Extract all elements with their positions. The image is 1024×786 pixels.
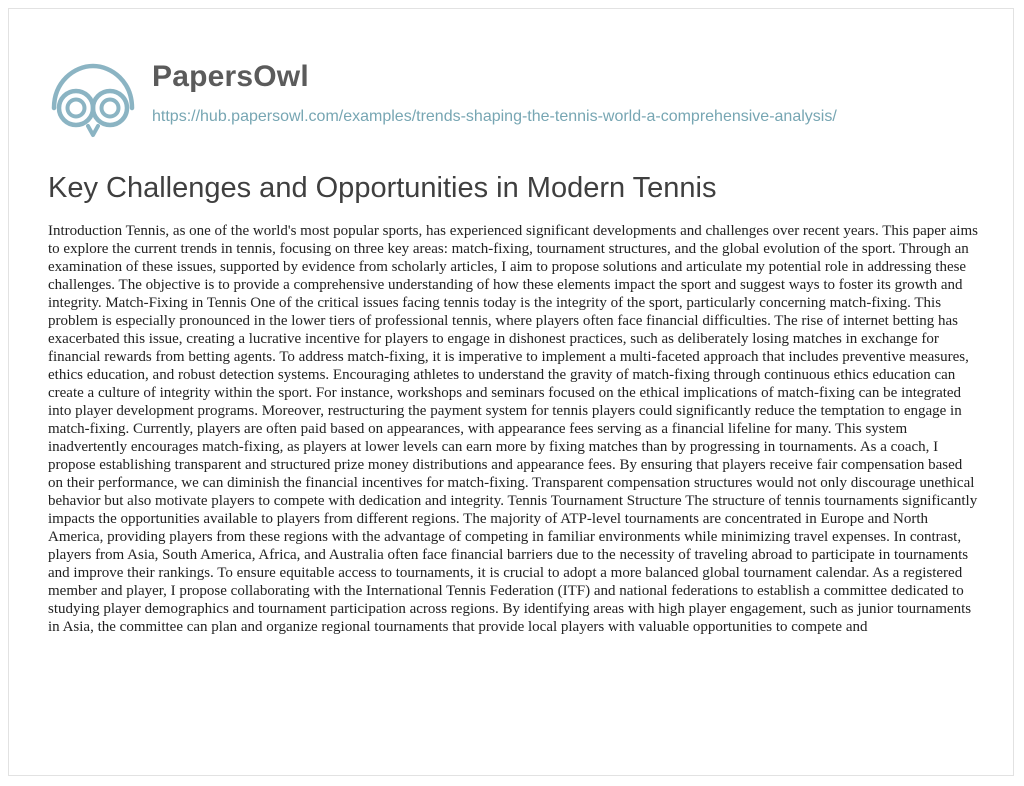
- document-title: Key Challenges and Opportunities in Modern Tennis: [48, 172, 717, 204]
- document-header: [48, 30, 978, 148]
- brand-name: PapersOwl: [152, 60, 309, 93]
- owl-eyes-icon: [48, 60, 138, 150]
- document-body: Introduction Tennis, as one of the world's most popular sports, has experienced significant developments and challenges over recent years. This paper aims to explore the current trends in tennis, focusing on three key areas: match-fixing, tournament structures, and the global evolution of the sport. Through an examination of these issues, supported by evidence from scholarly articles, I aim to propose solutions and articulate my potential role in addressing these challenges. The objective is to provide a comprehensive understanding of how these elements impact the sport and suggest ways to foster its growth and integrity. Match-Fixing in Tennis One of the critical issues facing tennis today is the integrity of the sport, particularly concerning match-fixing. This problem is especially pronounced in the lower tiers of professional tennis, where players often face financial difficulties. The rise of internet betting has exacerbated this issue, creating a lucrative incentive for players to engage in dishonest practices, such as deliberately losing matches in exchange for financial rewards from betting agents. To address match-fixing, it is imperative to implement a multi-faceted approach that includes preventive measures, ethics education, and robust detection systems. Encouraging athletes to understand the gravity of match-fixing through continuous ethics education can create a culture of integrity within the sport. For instance, workshops and seminars focused on the ethical implications of match-fixing can be integrated into player development programs. Moreover, restructuring the payment system for tennis players could significantly reduce the temptation to engage in match-fixing. Currently, players are often paid based on appearances, with appearance fees serving as a financial lifeline for many. This system inadvertently encourages match-fixing, as players at lower levels can earn more by fixing matches than by progressing in tournaments. As a coach, I propose establishing transparent and structured prize money distributions and appearance fees. By ensuring that players receive fair compensation based on their performance, we can diminish the financial incentives for match-fixing. Transparent compensation structures would not only discourage unethical behavior but also motivate players to compete with dedication and integrity. Tennis Tournament Structure The structure of tennis tournaments significantly impacts the opportunities available to players from different regions. The majority of ATP-level tournaments are concentrated in Europe and North America, providing players from these regions with the advantage of competing in familiar environments while minimizing travel expenses. In contrast, players from Asia, South America, Africa, and Australia often face financial barriers due to the necessity of traveling abroad to participate in tournaments and improve their rankings. To ensure equitable access to tournaments, it is crucial to adopt a more balanced global tournament calendar. As a registered member and player, I propose collaborating with the International Tennis Federation (ITF) and national federations to establish a committee dedicated to studying player demographics and tournament participation across regions. By identifying areas with high player engagement, such as junior tournaments in Asia, the committee can plan and organize regional tournaments that provide local players with valuable opportunities to compete and: [48, 223, 979, 635]
- source-url-link[interactable]: https://hub.papersowl.com/examples/trends-shaping-the-tennis-world-a-comprehensive-analysis/: [152, 108, 837, 125]
